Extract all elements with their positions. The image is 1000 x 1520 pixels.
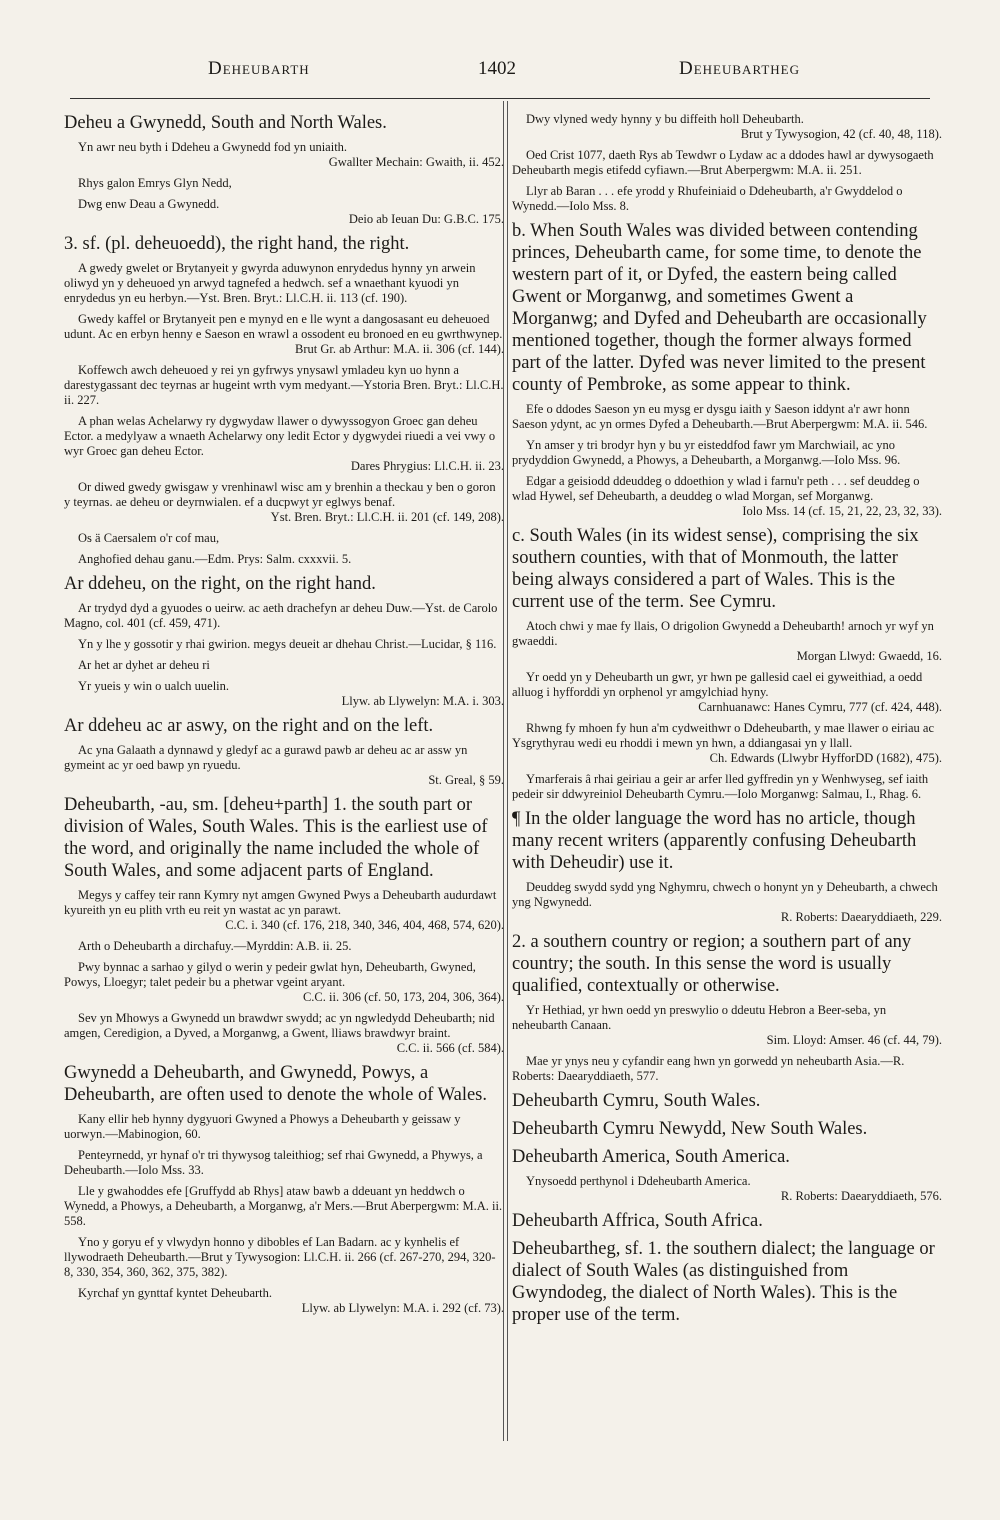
right-column <box>512 112 942 1332</box>
citation: Deio ab Ieuan Du: G.B.C. 175. <box>348 212 504 226</box>
entry-definition: 3. sf. (pl. deheuoedd), the right hand, the right. <box>64 234 410 254</box>
quotation: Llyr ab Baran . . . efe yrodd y Rhufeiniaid o Ddeheubarth, a'r Gwyddelod o Wynedd.—Iolo Mss. 8. <box>512 184 903 213</box>
quotation: Yr oedd yn y Deheubarth un gwr, yr hwn pe gallesid cael ei gyweithiad, a oedd alluog i hyfforddi yn orphenol yr amgylchiad hyny. <box>512 670 923 699</box>
citation: St. Greal, § 59. <box>428 773 504 787</box>
citation: Llyw. ab Llywelyn: M.A. i. 292 (cf. 73). <box>301 1301 504 1315</box>
header-left-word: Deheubarth <box>208 58 310 79</box>
quotation: Gwedy kaffel or Brytanyeit pen e mynyd en e lle wynt a dangosasant eu deheuoed udunt. Ac en erbyn henny e Saeson en wrawl a ossodent eu bronoed en eu gwrthwynep. <box>64 312 503 341</box>
quotation: Lle y gwahoddes efe [Gruffydd ab Rhys] ataw bawb a ddeuant yn heddwch o Wynedd, a Phowys, a Deheubarth, a Morganwg, a'r Mers.—Brut Aberpergwm: M.A. ii. 558. <box>64 1184 503 1228</box>
quotation: Yno y gorуu ef y vlwydyn honno y dibobles ef Lan Badarn. ac y kynhelis ef llywodraeth Deheubarth.—Brut y Tywysogion: Ll.C.H. ii. 266 (cf. 267-270, 294, 320-8, 330, 354, 360, 362, 375, 382). <box>64 1235 496 1279</box>
quotation: Anghofied dehau ganu.—Edm. Prys: Salm. cxxxvii. 5. <box>78 552 352 566</box>
quotation: Rhys galon Emrys Glyn Nedd, <box>78 176 232 190</box>
quotation: Sev yn Mhowys a Gwynedd un brawdwr swydd; ac yn ngwledydd Deheubarth; nid amgen, Ceredigion, a Dyved, a Morganwg, a Gwent, lliaws brawdwyr braint. <box>64 1011 495 1040</box>
header-right-word: Deheubartheg <box>679 58 800 79</box>
citation: Carnhuanawc: Hanes Cymru, 777 (cf. 424, 448). <box>698 700 942 714</box>
quotation: A gwedy gwelet or Brytanyeit y gwyrda aduwynon enrydedus hynny yn arwein oliwyd yn y deheuoed yn arwyd tagnefed a hedwch. sef a wnaethant kyuodi yn enrydedus yn eu herbyn.—Yst. Bren. Bryt.: Ll.C.H. ii. 113 (cf. 190). <box>64 261 476 305</box>
entry-definition: c. South Wales (in its widest sense), comprising the six southern counties, with that of Monmouth, the latter being always considered a part of Wales. This is the current use of the term. See Cymru. <box>512 526 919 612</box>
quotation: Mae yr ynys neu y cyfandir eang hwn yn gorwedd yn neheubarth Asia.—R. Roberts: Daearyddiaeth, 577. <box>512 1054 905 1083</box>
quotation: A phan welas Achelarwy ry dygwydaw llawer o dywyssogyon Groec gan deheu Ector. a medylyaw a wnaeth Achelarwy ony ledit Ector y dygwydei riuedi a vei vwy o wyr Groec gan deheu Ector. <box>64 414 496 458</box>
quotation: Kany ellir heb hynny dygyuori Gwyned a Phowys a Deheubarth y geissaw y uorwyn.—Mabinogion, 60. <box>64 1112 461 1141</box>
entry-definition: Gwynedd a Deheubarth, and Gwynedd, Powys, a Deheubarth, are often used to denote the whole of Wales. <box>64 1063 488 1105</box>
quotation: Ymarferais â rhai geiriau a geir ar arfer lled gyffredin yn y Wenhwyseg, sef iaith pedeir sir ddwyreiniol Deheubarth Cymru.—Iolo Morganwg: Salmau, I., Rhag. 6. <box>512 772 929 801</box>
header-rule <box>70 98 930 99</box>
quotation: Dwy vlyned wedy hynny y bu diffeith holl Deheubarth. <box>526 112 804 126</box>
quotation: Atoch chwi y mae fy llais, O drigolion Gwynedd a Deheubarth! arnoch yr wyf yn gwaeddi. <box>512 619 934 648</box>
citation: Brut y Tywysogion, 42 (cf. 40, 48, 118). <box>740 127 942 141</box>
citation: R. Roberts: Daearyddiaeth, 576. <box>780 1189 942 1203</box>
quotation: Yn awr neu byth i Ddeheu a Gwynedd fod yn uniaith. <box>78 140 348 154</box>
quotation: Deuddeg swydd sydd yng Nghymru, chwech o honynt yn y Deheubarth, a chwech yng Ngwynedd. <box>512 880 938 909</box>
quotation: Ynysoedd perthynol i Ddeheubarth America. <box>526 1174 751 1188</box>
quotation: Efe o ddodes Saeson yn eu mysg er dysgu iaith y Saeson iddynt a'r awr honn Saeson ydynt, ac yn ormes Dyfed a Deheubarth.—Brut Aberpergwm: M.A. ii. 546. <box>512 402 928 431</box>
citation: Iolo Mss. 14 (cf. 15, 21, 22, 23, 32, 33). <box>742 504 942 518</box>
quotation: Yn y lhe y gossotir y rhai gwirion. megys deueit ar dhehau Christ.—Lucidar, § 116. <box>78 637 497 651</box>
quotation: Yr Hethiad, yr hwn oedd yn preswylio o ddeutu Hebron a Beer-seba, yn neheubarth Canaan. <box>512 1003 887 1032</box>
quotation: Ar trydyd dyd a gyuodes o ueirw. ac aeth drachefyn ar deheu Duw.—Yst. de Carolo Magno, col. 401 (cf. 459, 471). <box>64 601 498 630</box>
citation: R. Roberts: Daearyddiaeth, 229. <box>780 910 942 924</box>
entry-definition: Deheubarth America, South America. <box>512 1147 790 1167</box>
citation: Llyw. ab Llywelyn: M.A. i. 303. <box>341 694 504 708</box>
quotation: Ac yna Galaath a dynnawd y gledyf ac a gurawd pawb ar deheu ac ar assw yn gymeint ac yr oed bawp yn ryuedu. <box>64 743 468 772</box>
entry-definition: b. When South Wales was divided between contending princes, Deheubarth came, for some time, to denote the western part of it, or Dyfed, the eastern being called Gwent or Morganwg, and sometimes Gwent a Morganwg; and Dyfed and Deheubarth are occasionally mentioned together, though the former always formed part of the latter. Dyfed was never limited to the present county of Pembroke, as some appear to think. <box>512 221 927 395</box>
entry-definition: Ar ddeheu ac ar aswy, on the right and on the left. <box>64 716 434 736</box>
quotation: Edgar a geisiodd ddeuddeg o ddoethion y wlad i farnu'r peth . . . sef deuddeg o wlad Hywel, sef Deheubarth, a deuddeg o wlad Morgan, sef Morganwg. <box>512 474 920 503</box>
entry-definition: Deheubartheg, sf. 1. the southern dialect; the language or dialect of South Wales (as distinguished from Gwyndodeg, the dialect of North Wales). This is the proper use of the term. <box>512 1239 935 1325</box>
quotation: Oed Crist 1077, daeth Rys ab Tewdwr o Lydaw ac a ddodes hawl ar dywysogaeth Deheubarth megis etifedd cyfiawn.—Brut Aberpergwm: M.A. ii. 251. <box>512 148 934 177</box>
citation: Morgan Llwyd: Gwaedd, 16. <box>796 649 942 663</box>
quotation: Or diwed gwedy gwisgaw y vrenhinawl wisc am y brenhin a theckau y ben o goron y teyrnas. ae deheu or deyrnwialen. ef a ducpwyt yr eglwys benaf. <box>64 480 496 509</box>
citation: Gwallter Mechain: Gwaith, ii. 452. <box>328 155 504 169</box>
citation: C.C. ii. 306 (cf. 50, 173, 204, 306, 364). <box>302 990 504 1004</box>
quotation: Arth o Deheubarth a dirchafuy.—Myrddin: A.B. ii. 25. <box>78 939 352 953</box>
left-column <box>64 112 504 1322</box>
entry-definition: Deheubarth, -au, sm. [deheu+parth] 1. the south part or division of Wales, South Wales. This is the earliest use of the word, and originally the name included the whole of South Wales, and some adjacent parts of England. <box>64 795 488 881</box>
citation: C.C. i. 340 (cf. 176, 218, 340, 346, 404, 468, 574, 620). <box>225 918 504 932</box>
quotation: Dwg enw Deau a Gwynedd. <box>78 197 220 211</box>
entry-definition: Deheubarth Cymru, South Wales. <box>512 1091 761 1111</box>
quotation: Yn amser y tri brodyr hyn y bu yr eisteddfod fawr ym Marchwiail, ac yno prydyddion Gwynedd, a Phowys, a Deheubarth, a Morganwg.—Iolo Mss. 96. <box>512 438 901 467</box>
quotation: Os ä Caersalem o'r cof mau, <box>78 531 220 545</box>
citation: Yst. Bren. Bryt.: Ll.C.H. ii. 201 (cf. 149, 208). <box>270 510 504 524</box>
entry-definition: Deheubarth Affrica, South Africa. <box>512 1211 763 1231</box>
citation: Dares Phrygius: Ll.C.H. ii. 23. <box>350 459 504 473</box>
citation: Sim. Lloyd: Amser. 46 (cf. 44, 79). <box>766 1033 942 1047</box>
quotation: Pwy bynnac a sarhao y gilyd o werin y pedeir gwlat hyn, Deheubarth, Gwyned, Powys, Lloegyr; talet pedeir bu a phetwar vgeint aryant. <box>64 960 476 989</box>
citation: C.C. ii. 566 (cf. 584). <box>396 1041 504 1055</box>
quotation: Yr yueis y win o ualch uuelin. <box>78 679 230 693</box>
entry-definition: 2. a southern country or region; a southern part of any country; the south. In this sense the word is usually qualified, contextually or otherwise. <box>512 932 912 996</box>
quotation: Ar het ar dyhet ar deheu ri <box>78 658 210 672</box>
quotation: Penteyrnedd, yr hynaf o'r tri thywysog taleithiog; sef rhai Gwynedd, a Phywys, a Deheubarth.—Iolo Mss. 33. <box>64 1148 483 1177</box>
entry-definition: Deheu a Gwynedd, South and North Wales. <box>64 113 387 133</box>
citation: Ch. Edwards (Llwybr HyfforDD (1682), 475). <box>709 751 942 765</box>
entry-definition: Ar ddeheu, on the right, on the right hand. <box>64 574 376 594</box>
running-header <box>70 58 930 88</box>
citation: Brut Gr. ab Arthur: M.A. ii. 306 (cf. 144). <box>294 342 504 356</box>
entry-definition: ¶ In the older language the word has no article, though many recent writers (apparently confusing Deheubarth with Deheudir) use it. <box>512 809 917 873</box>
quotation: Rhwng fy mhoen fy hun a'm cydweithwr o Ddeheubarth, y mae llawer o eiriau ac Ysgrythyrau wedi eu rhoddi i mewn yn hwn, a ddiangasai yn y llall. <box>512 721 935 750</box>
quotation: Kyrchaf yn gynttaf kyntet Deheubarth. <box>78 1286 273 1300</box>
quotation: Megys y caffey teir rann Kymry nyt amgen Gwyned Pwys a Deheubarth audurdawt kyureith yn eu plith vrth eu reit yn wastat ac yn parawt. <box>64 888 497 917</box>
page-number: 1402 <box>478 58 516 79</box>
entry-definition: Deheubarth Cymru Newydd, New South Wales. <box>512 1119 868 1139</box>
quotation: Koffewch awch deheuoed y rei yn gyfrwys ynysawl ymladeu kyn uo hynn a darestygassant dec teyrnas ar hugeint wrth vym medyant.—Ystoria Bren. Bryt.: Ll.C.H. ii. 227. <box>64 363 504 407</box>
